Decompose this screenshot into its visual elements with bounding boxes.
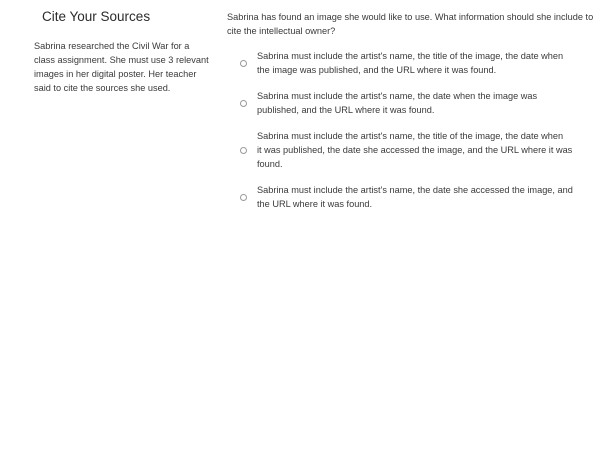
intro-line: Sabrina researched the Civil War for a xyxy=(34,41,190,51)
answer-line: the image was published, and the URL where it was found. xyxy=(257,65,497,75)
radio-button[interactable] xyxy=(240,60,247,67)
answer-option-text xyxy=(257,49,579,77)
answer-option-text xyxy=(257,129,579,171)
answer-option-2[interactable] xyxy=(227,89,599,117)
radio-button[interactable] xyxy=(240,147,247,154)
answer-line: it was published, the date she accessed the image, and the URL where it was xyxy=(257,145,573,155)
answer-option-4[interactable] xyxy=(227,183,599,211)
question-panel xyxy=(227,10,599,223)
question-prompt xyxy=(227,10,599,38)
answer-option-text xyxy=(257,183,579,211)
intro-line: class assignment. She must use 3 relevant xyxy=(34,55,209,65)
answer-line: found. xyxy=(257,159,283,169)
radio-button[interactable] xyxy=(240,100,247,107)
answer-line: Sabrina must include the artist's name, the title of the image, the date when xyxy=(257,131,564,141)
intro-text xyxy=(34,39,214,95)
answer-options xyxy=(227,49,599,211)
answer-option-3[interactable] xyxy=(227,129,599,171)
answer-line: published, and the URL where it was found. xyxy=(257,105,435,115)
answer-option-1[interactable] xyxy=(227,49,599,77)
answer-line: Sabrina must include the artist's name, the date when the image was xyxy=(257,91,538,101)
answer-line: Sabrina must include the artist's name, the title of the image, the date when xyxy=(257,51,564,61)
answer-line: Sabrina must include the artist's name, the date she accessed the image, and xyxy=(257,185,573,195)
question-line: Sabrina has found an image she would like to use. What information should she include to xyxy=(227,12,594,22)
answer-option-text xyxy=(257,89,579,117)
question-line: cite the intellectual owner? xyxy=(227,26,336,36)
answer-line: the URL where it was found. xyxy=(257,199,373,209)
intro-line: said to cite the sources she used. xyxy=(34,83,171,93)
radio-button[interactable] xyxy=(240,194,247,201)
intro-line: images in her digital poster. Her teacher xyxy=(34,69,197,79)
sidebar xyxy=(34,8,214,95)
page-title: Cite Your Sources xyxy=(42,9,151,24)
